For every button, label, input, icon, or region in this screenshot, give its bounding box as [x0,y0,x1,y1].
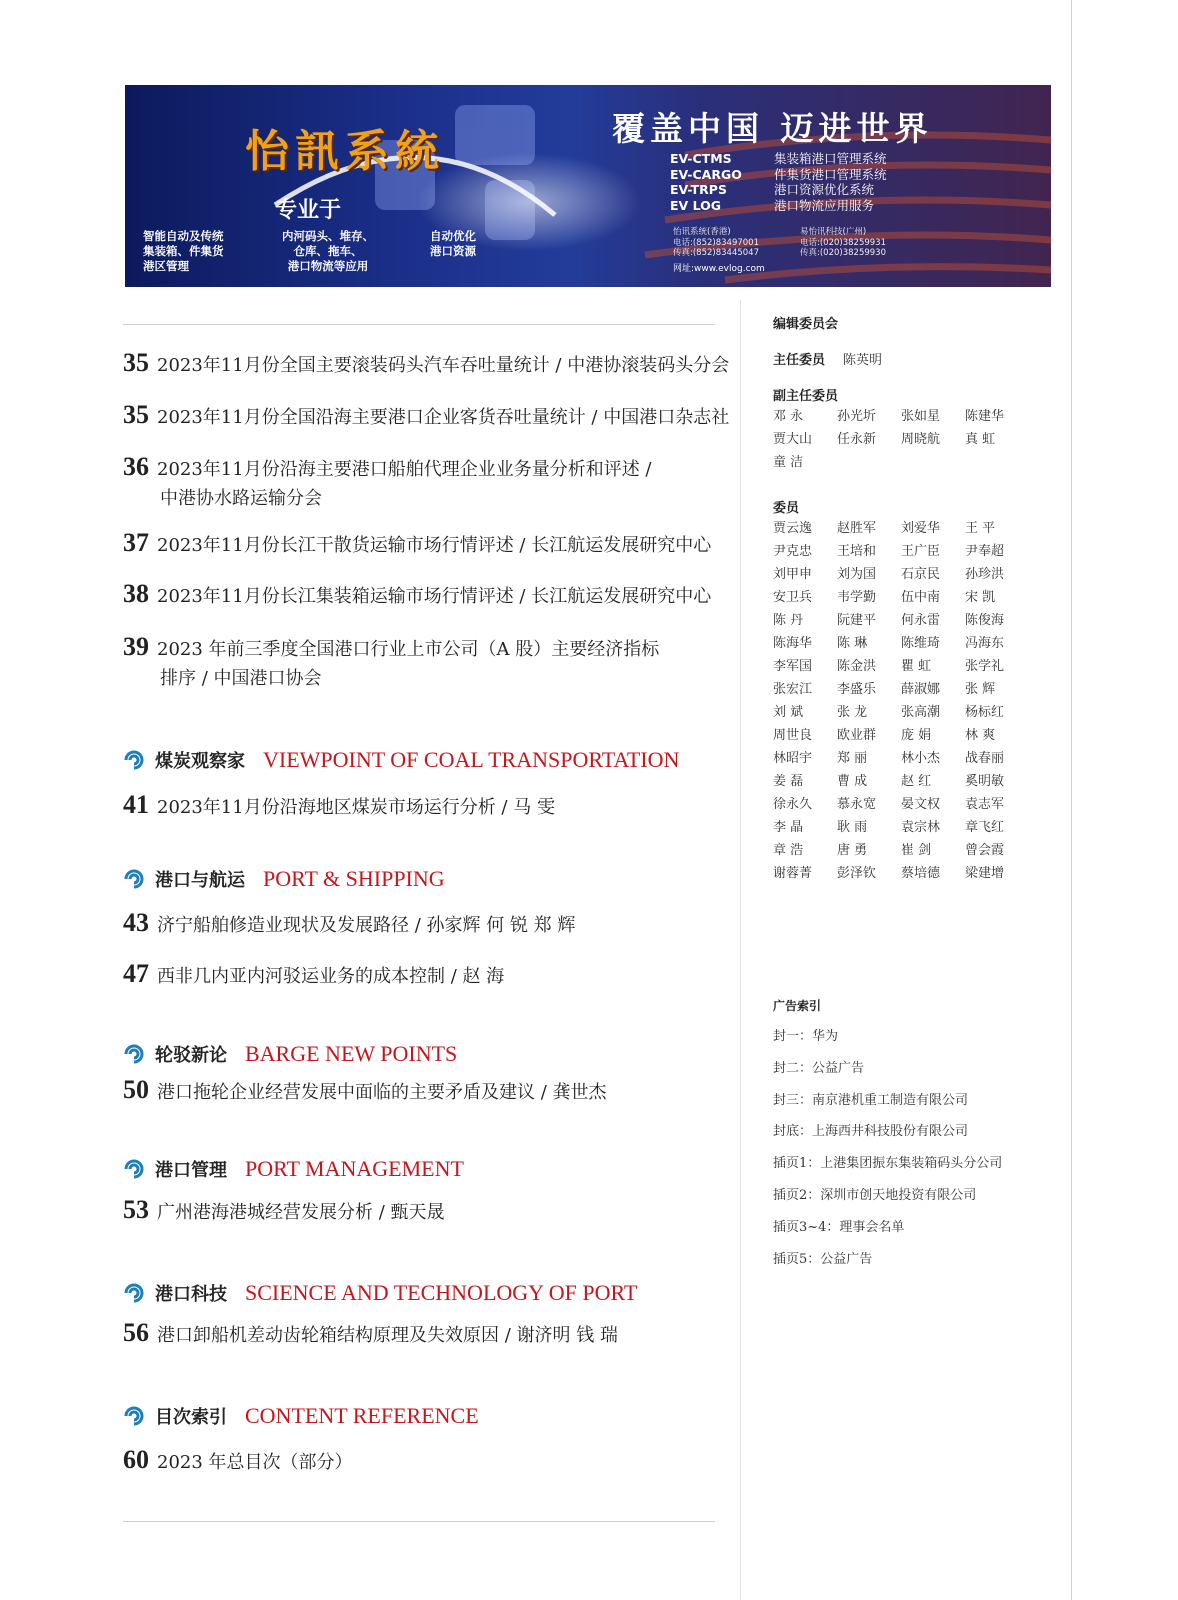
committee-heading: 编辑委员会 [773,317,839,332]
committee-member-list: 贾云逸 赵胜军 刘爱华 王 平 尹克忠 王培和 王广臣 尹奉超 刘甲申 刘为国 石京民 孙珍洪 安卫兵 韦学勤 伍中南 宋 凯 陈 丹 阮建平 何永雷 陈俊海 陈海华 陈 琳 陈维琦 冯海东 李军国 陈金洪 瞿 虹 张学礼 张宏江 李盛乐 薛淑娜 张 辉 刘 斌 张 龙 张高潮 杨标红 周世良 欧业群 庞 娟 林 爽 林昭宇 郑 丽 林小杰 战春丽 姜 磊 曹 成 赵 红 奚明敏 徐永久 慕永宽 晏文权 袁志军 李 晶 耿 雨 袁宗林 章飞红 章 浩 唐 勇 崔 剑 曾会霞 谢蓉菁 彭泽钦 蔡培德 梁建增 [773,521,1005,881]
toc-entry[interactable]: 41 2023年11月份沿海地区煤炭市场运行分析 / 马 雯 [123,790,555,819]
ad-index-item: 封一：华为 [773,1029,839,1044]
toc-entry[interactable]: 36 2023年11月份沿海主要港口船舶代理企业业务量分析和评述 / 中港协水路运输分会 [123,452,652,509]
ad-index-item: 插页3~4：理事会名单 [773,1219,905,1235]
section-heading-science-tech: 港口科技 SCIENCE AND TECHNOLOGY OF PORT [123,1280,637,1306]
section-heading-port-management: 港口管理 PORT MANAGEMENT [123,1156,464,1182]
committee-vice-label: 副主任委员 [773,389,839,404]
section-heading-barge: 轮驳新论 BARGE NEW POINTS [123,1041,457,1067]
section-bullet-icon [123,1405,145,1427]
committee-vice-list: 邓 永 孙光圻 张如星 陈建华 贾大山 任永新 周晓航 真 虹 童 洁 [773,409,1005,470]
toc-entry[interactable]: 35 2023年11月份全国沿海主要港口企业客货吞吐量统计 / 中国港口杂志社 [123,400,730,429]
banner-contact-gz: 易怡讯科技(广州) 电话:(020)38259931 传真:(020)38259930 [800,227,886,258]
section-bullet-icon [123,1043,145,1065]
ad-index-item: 封二：公益广告 [773,1060,865,1076]
ad-index-item: 插页5：公益广告 [773,1251,873,1267]
committee-members-label: 委员 [773,501,800,516]
ad-index-item: 插页2：深圳市创天地投资有限公司 [773,1187,977,1203]
column-divider [740,300,741,1600]
section-heading-coal: 煤炭观察家 VIEWPOINT OF COAL TRANSPORTATION [123,747,679,773]
toc-entry[interactable]: 60 2023 年总目次（部分） [123,1445,353,1474]
toc-entry[interactable]: 39 2023 年前三季度全国港口行业上市公司（A 股）主要经济指标 排序 / 中国港口协会 [123,632,660,689]
section-bullet-icon [123,1282,145,1304]
banner-feature-3: 自动优化 港口资源 [430,229,476,258]
section-bullet-icon [123,749,145,771]
banner-product-list: EV-CTMS 集装箱港口管理系统 EV-CARGO 件集货港口管理系统 EV-TRPS 港口资源优化系统 EV LOG 港口物流应用服务 [670,151,887,213]
toc-bottom-rule [123,1521,715,1522]
toc-entry[interactable]: 47 西非几内亚内河驳运业务的成本控制 / 赵 海 [123,959,505,988]
section-bullet-icon [123,868,145,890]
ad-index-item: 封三：南京港机重工制造有限公司 [773,1092,969,1108]
evlog-banner-ad [125,85,1051,287]
banner-slogan: 覆盖中国 迈进世界 [612,109,933,148]
toc-entry[interactable]: 56 港口卸船机差动齿轮箱结构原理及失效原因 / 谢济明 钱 瑞 [123,1318,618,1347]
page-edge-rule [1071,0,1072,1600]
toc-entry[interactable]: 43 济宁船舶修造业现状及发展路径 / 孙家辉 何 锐 郑 辉 [123,908,576,937]
section-bullet-icon [123,1158,145,1180]
section-heading-content-reference: 目次索引 CONTENT REFERENCE [123,1403,479,1429]
toc-entry[interactable]: 37 2023年11月份长江干散货运输市场行情评述 / 长江航运发展研究中心 [123,528,712,557]
banner-website: 网址:www.evlog.com [673,264,765,274]
toc-entry[interactable]: 38 2023年11月份长江集装箱运输市场行情评述 / 长江航运发展研究中心 [123,579,712,608]
toc-entry[interactable]: 50 港口拖轮企业经营发展中面临的主要矛盾及建议 / 龚世杰 [123,1075,607,1104]
toc-entry[interactable]: 35 2023年11月份全国主要滚装码头汽车吞吐量统计 / 中港协滚装码头分会 [123,348,730,377]
banner-feature-2: 内河码头、堆存、 仓库、拖车、 港口物流等应用 [282,229,374,273]
ad-index-item: 插页1：上港集团振东集装箱码头分公司 [773,1156,1003,1172]
banner-contact-hk: 怡讯系统(香港) 电话:(852)83497001 传真:(852)83445047 [673,227,759,258]
toc-top-rule [123,324,715,325]
banner-specialty-label: 专业于 [275,198,342,223]
ad-index-heading: 广告索引 [773,999,822,1013]
committee-director: 主任委员 陈英明 [773,353,883,368]
section-heading-port-shipping: 港口与航运 PORT & SHIPPING [123,866,445,892]
banner-feature-1: 智能自动及传统 集装箱、件集货 港区管理 [143,229,224,273]
banner-logo-text: 怡訊系統 [245,126,445,177]
toc-entry[interactable]: 53 广州港海港城经营发展分析 / 甄天晟 [123,1195,445,1224]
ad-index-item: 封底：上海西井科技股份有限公司 [773,1124,969,1140]
ad-index-list [773,1021,1002,1275]
